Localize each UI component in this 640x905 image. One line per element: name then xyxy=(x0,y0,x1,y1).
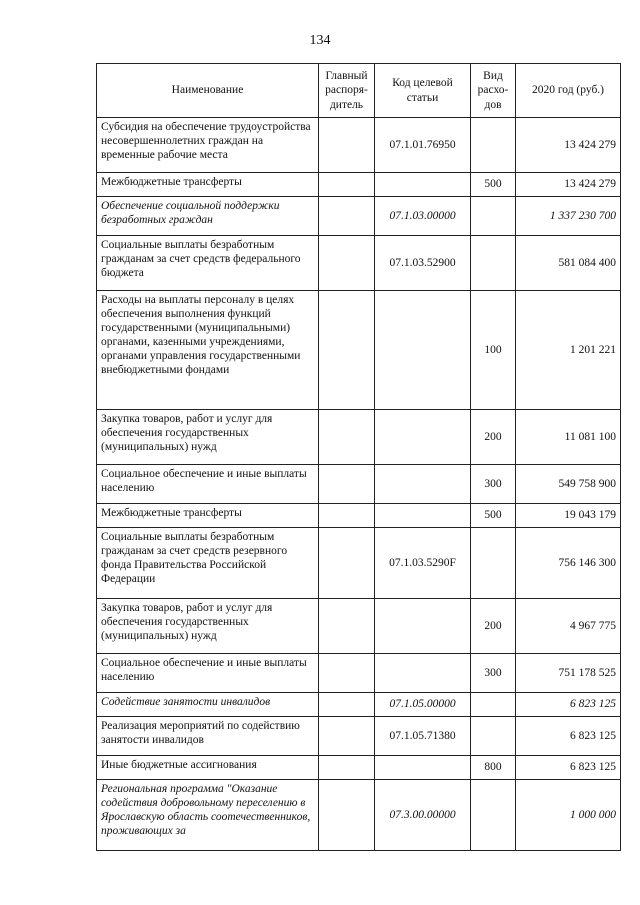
cell-code xyxy=(375,599,471,654)
table-row xyxy=(97,528,621,599)
cell-code xyxy=(375,654,471,693)
table-row xyxy=(97,756,621,780)
cell-amount: 1 337 230 700 xyxy=(516,197,621,236)
cell-owner xyxy=(319,693,375,717)
table-row xyxy=(97,504,621,528)
cell-amount: 6 823 125 xyxy=(516,756,621,780)
cell-name: Реализация мероприятий по содействию занятости инвалидов xyxy=(97,717,319,756)
cell-type xyxy=(471,717,516,756)
table-row xyxy=(97,465,621,504)
cell-name: Обеспечение социальной поддержки безработных граждан xyxy=(97,197,319,236)
cell-code xyxy=(375,291,471,410)
cell-type xyxy=(471,693,516,717)
cell-name: Закупка товаров, работ и услуг для обеспечения государственных (муниципальных) нужд xyxy=(97,410,319,465)
table-row xyxy=(97,291,621,410)
cell-code xyxy=(375,410,471,465)
cell-name: Межбюджетные трансферты xyxy=(97,504,319,528)
cell-owner xyxy=(319,780,375,851)
table-row xyxy=(97,693,621,717)
cell-amount: 1 201 221 xyxy=(516,291,621,410)
cell-code xyxy=(375,173,471,197)
cell-type xyxy=(471,197,516,236)
cell-name: Закупка товаров, работ и услуг для обеспечения государственных (муниципальных) нужд xyxy=(97,599,319,654)
table-row xyxy=(97,173,621,197)
cell-name: Расходы на выплаты персоналу в целях обеспечения выполнения функций государственными (муниципальными) органами, казенными учреждениями, органами управления государственными внебюджетными фондами xyxy=(97,291,319,410)
cell-type: 800 xyxy=(471,756,516,780)
cell-type: 500 xyxy=(471,504,516,528)
cell-name: Региональная программа "Оказание содействия добровольному переселению в Ярославскую область соотечественников, проживающих за xyxy=(97,780,319,851)
table-row xyxy=(97,654,621,693)
table-body xyxy=(97,118,621,851)
cell-owner xyxy=(319,291,375,410)
table-row xyxy=(97,599,621,654)
cell-type xyxy=(471,118,516,173)
cell-name: Социальное обеспечение и иные выплаты населению xyxy=(97,465,319,504)
cell-type: 300 xyxy=(471,465,516,504)
cell-owner xyxy=(319,599,375,654)
table-row xyxy=(97,717,621,756)
cell-name: Социальное обеспечение и иные выплаты населению xyxy=(97,654,319,693)
cell-type: 200 xyxy=(471,599,516,654)
cell-name: Социальные выплаты безработным гражданам за счет средств федерального бюджета xyxy=(97,236,319,291)
header-type: Вид расхо-дов xyxy=(471,64,516,118)
cell-amount: 6 823 125 xyxy=(516,693,621,717)
cell-type: 300 xyxy=(471,654,516,693)
cell-type: 100 xyxy=(471,291,516,410)
cell-name: Иные бюджетные ассигнования xyxy=(97,756,319,780)
header-owner: Главный распоря-дитель xyxy=(319,64,375,118)
cell-amount: 549 758 900 xyxy=(516,465,621,504)
header-amount: 2020 год (руб.) xyxy=(516,64,621,118)
cell-amount: 756 146 300 xyxy=(516,528,621,599)
table-row xyxy=(97,236,621,291)
cell-owner xyxy=(319,410,375,465)
cell-owner xyxy=(319,197,375,236)
budget-table xyxy=(96,63,621,851)
cell-owner xyxy=(319,756,375,780)
cell-owner xyxy=(319,504,375,528)
page-number: 134 xyxy=(309,33,331,48)
cell-code: 07.1.01.76950 xyxy=(375,118,471,173)
cell-code xyxy=(375,465,471,504)
table-row xyxy=(97,780,621,851)
cell-code: 07.3.00.00000 xyxy=(375,780,471,851)
cell-amount: 581 084 400 xyxy=(516,236,621,291)
cell-code: 07.1.05.71380 xyxy=(375,717,471,756)
cell-owner xyxy=(319,528,375,599)
cell-amount: 6 823 125 xyxy=(516,717,621,756)
cell-owner xyxy=(319,236,375,291)
cell-name: Содействие занятости инвалидов xyxy=(97,693,319,717)
table-row xyxy=(97,118,621,173)
header-name: Наименование xyxy=(97,64,319,118)
cell-owner xyxy=(319,173,375,197)
cell-code: 07.1.05.00000 xyxy=(375,693,471,717)
cell-code xyxy=(375,756,471,780)
cell-type xyxy=(471,236,516,291)
cell-code: 07.1.03.5290F xyxy=(375,528,471,599)
table-row xyxy=(97,410,621,465)
cell-type: 500 xyxy=(471,173,516,197)
cell-type: 200 xyxy=(471,410,516,465)
cell-amount: 751 178 525 xyxy=(516,654,621,693)
cell-amount: 11 081 100 xyxy=(516,410,621,465)
cell-amount: 4 967 775 xyxy=(516,599,621,654)
cell-name: Социальные выплаты безработным гражданам за счет средств резервного фонда Правительства Российской Федерации xyxy=(97,528,319,599)
cell-amount: 1 000 000 xyxy=(516,780,621,851)
table-row xyxy=(97,197,621,236)
table-header-row xyxy=(97,64,621,118)
header-code: Код целевой статьи xyxy=(375,64,471,118)
cell-type xyxy=(471,780,516,851)
cell-owner xyxy=(319,465,375,504)
cell-name: Субсидия на обеспечение трудоустройства несовершеннолетних граждан на временные рабочие места xyxy=(97,118,319,173)
cell-amount: 13 424 279 xyxy=(516,118,621,173)
cell-type xyxy=(471,528,516,599)
cell-amount: 13 424 279 xyxy=(516,173,621,197)
cell-owner xyxy=(319,118,375,173)
cell-code: 07.1.03.52900 xyxy=(375,236,471,291)
cell-name: Межбюджетные трансферты xyxy=(97,173,319,197)
cell-code: 07.1.03.00000 xyxy=(375,197,471,236)
cell-owner xyxy=(319,654,375,693)
cell-owner xyxy=(319,717,375,756)
cell-code xyxy=(375,504,471,528)
cell-amount: 19 043 179 xyxy=(516,504,621,528)
